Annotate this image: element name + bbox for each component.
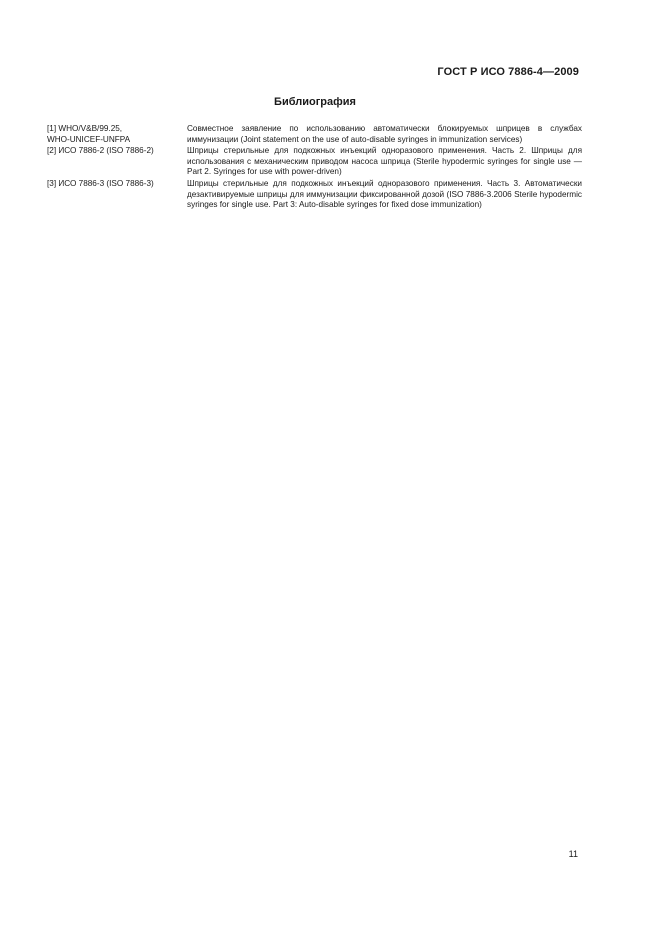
bibliography-entry-id: [3] ИСО 7886-3 (ISO 7886-3) bbox=[47, 178, 154, 188]
page-number: 11 bbox=[568, 849, 578, 859]
document-code: ГОСТ Р ИСО 7886-4—2009 bbox=[437, 66, 579, 78]
bibliography-entry-1 bbox=[47, 124, 582, 145]
bibliography-entry-text: Совместное заявление по использованию автоматически блокируемых шприцев в службах иммунизации (Joint statement on the use of auto-disable syringes in immunization services) bbox=[187, 124, 582, 144]
section-title: Библиография bbox=[274, 96, 356, 108]
bibliography-entry-text: Шприцы стерильные для подкожных инъекций одноразового применения. Часть 3. Автоматически дезактивируемые шприцы для иммунизации фиксированной дозой (ISO 7886-3.2006 Sterile hypodermic syringes for single use. Part 3: Auto-disable syringes for fixed dose immunization) bbox=[187, 178, 582, 210]
bibliography-entry-text: Шприцы стерильные для подкожных инъекций одноразового применения. Часть 2. Шприцы для использования с механическим приводом насоса шприца (Sterile hypodermic syringes for single use — Part 2. Syringes for use with power-driven) bbox=[187, 146, 582, 177]
bibliography-entry-id: [1] WHO/V&B/99.25, WHO-UNICEF-UNFPA bbox=[47, 124, 131, 144]
bibliography-list bbox=[47, 124, 582, 212]
bibliography-entry-id: [2] ИСО 7886-2 (ISO 7886-2) bbox=[47, 146, 154, 156]
bibliography-entry-3 bbox=[47, 179, 582, 211]
bibliography-entry-2 bbox=[47, 146, 582, 178]
